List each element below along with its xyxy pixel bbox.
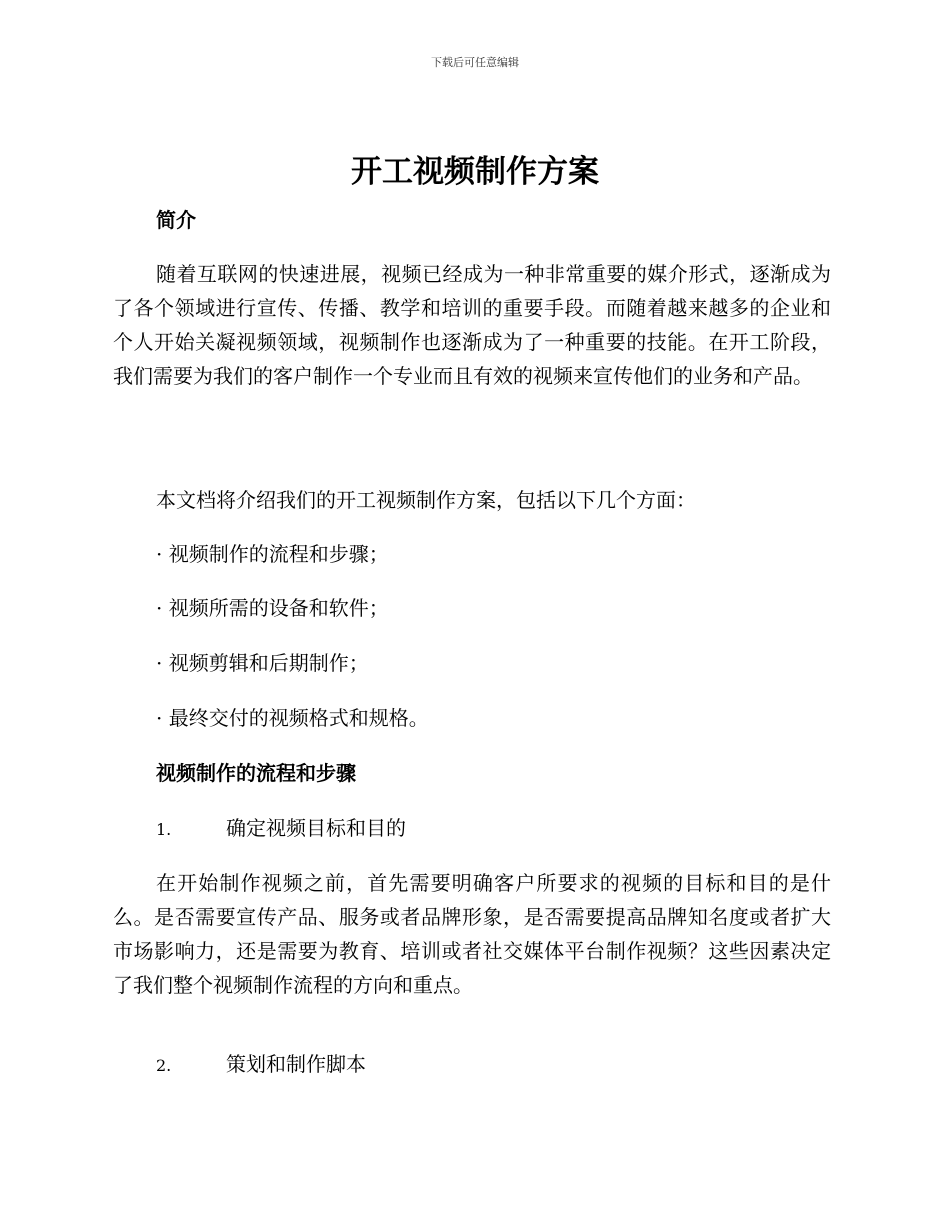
- step-number: 2.: [156, 1056, 172, 1075]
- overview-line: 本文档将介绍我们的开工视频制作方案，包括以下几个方面：: [156, 488, 696, 512]
- step-label: 策划和制作脚本: [226, 1052, 366, 1076]
- step-label: 确定视频目标和目的: [226, 816, 406, 840]
- bullet-item: · 视频所需的设备和软件；: [156, 596, 389, 620]
- bullet-item: · 视频剪辑和后期制作；: [156, 651, 369, 675]
- bullet-item: · 最终交付的视频格式和规格。: [156, 706, 429, 730]
- step-item-1: [156, 813, 406, 845]
- step1-paragraph: 在开始制作视频之前，首先需要明确客户所要求的视频的目标和目的是什么。是否需要宣传产品、服务或者品牌形象，是否需要提高品牌知名度或者扩大市场影响力，还是需要为教育、培训或者社交媒体平台制作视频？这些因素决定了我们整个视频制作流程的方向和重点。: [113, 871, 831, 997]
- page-header-note: 下载后可任意编辑: [431, 56, 519, 69]
- document-title: 开工视频制作方案: [351, 154, 599, 190]
- bullet-item: · 视频制作的流程和步骤；: [156, 542, 389, 566]
- intro-heading: 简介: [156, 208, 196, 232]
- step-number: 1.: [156, 820, 172, 839]
- intro-paragraph: 随着互联网的快速进展，视频已经成为一种非常重要的媒介形式，逐渐成为了各个领域进行宣传、传播、教学和培训的重要手段。而随着越来越多的企业和个人开始关凝视频领域，视频制作也逐渐成为了一种重要的技能。在开工阶段，我们需要为我们的客户制作一个专业而且有效的视频来宣传他们的业务和产品。: [113, 262, 831, 388]
- step-item-2: [156, 1049, 366, 1081]
- process-heading: 视频制作的流程和步骤: [156, 761, 356, 785]
